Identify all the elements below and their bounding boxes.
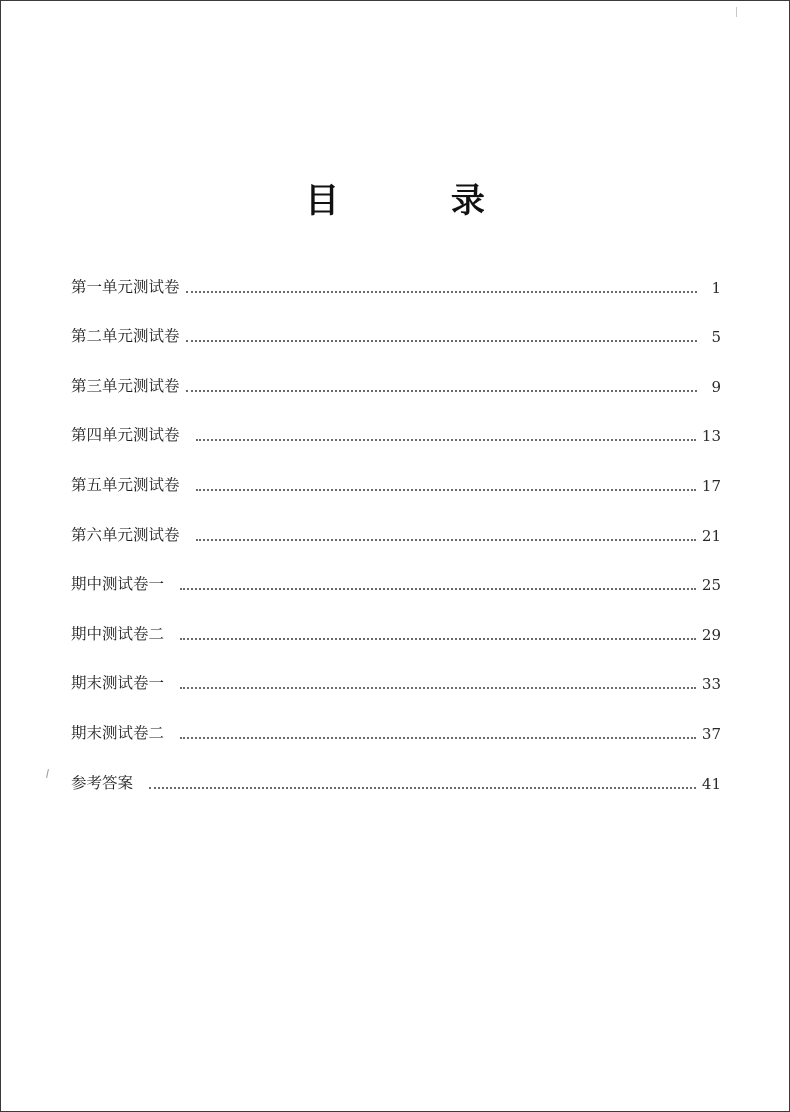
toc-entry[interactable] (71, 457, 721, 507)
toc-leader-dots (186, 340, 697, 342)
toc-entry[interactable] (71, 259, 721, 309)
toc-leader-dots (186, 291, 697, 293)
toc-entry-label: 第三单元测试卷 (71, 376, 180, 395)
toc-entry-page: 29 (701, 625, 721, 644)
toc-entry-page: 1 (711, 278, 721, 297)
toc-entry-label: 第六单元测试卷 (71, 525, 180, 544)
toc-entry-label: 第二单元测试卷 (71, 327, 180, 346)
scan-mark (736, 7, 737, 17)
toc-entry-page: 33 (701, 675, 721, 694)
toc-entry-label: 第五单元测试卷 (71, 475, 180, 494)
scan-mark (46, 769, 49, 778)
toc-entry[interactable] (71, 557, 721, 607)
page-title: 目 录 (305, 181, 535, 221)
toc-entry[interactable] (71, 507, 721, 557)
toc-leader-dots (196, 539, 696, 541)
toc-entry[interactable] (71, 755, 721, 805)
toc-entry-label: 期中测试卷一 (71, 575, 165, 594)
toc-leader-dots (186, 390, 697, 392)
toc-entry[interactable] (71, 656, 721, 706)
toc-entry-page: 17 (701, 476, 721, 495)
toc-entry-label: 期中测试卷二 (71, 624, 165, 643)
toc-entry-label: 第四单元测试卷 (71, 426, 180, 445)
toc-entry[interactable] (71, 358, 721, 408)
toc-entry-page: 37 (701, 724, 721, 743)
toc-entry-page: 13 (701, 427, 721, 446)
table-of-contents (71, 259, 721, 805)
toc-entry-label: 参考答案 (71, 773, 134, 792)
toc-leader-dots (149, 787, 696, 789)
toc-entry-page: 25 (701, 576, 721, 595)
toc-leader-dots (180, 737, 696, 739)
toc-entry[interactable] (71, 408, 721, 458)
toc-entry[interactable] (71, 309, 721, 359)
toc-leader-dots (180, 687, 696, 689)
toc-entry-label: 第一单元测试卷 (71, 277, 180, 296)
toc-leader-dots (180, 588, 696, 590)
toc-entry-page: 9 (711, 377, 721, 396)
toc-entry-page: 41 (701, 774, 721, 793)
toc-leader-dots (196, 439, 696, 441)
toc-leader-dots (180, 638, 696, 640)
toc-entry-label: 期末测试卷一 (71, 674, 165, 693)
toc-entry-label: 期末测试卷二 (71, 723, 165, 742)
toc-entry[interactable] (71, 705, 721, 755)
toc-entry-page: 5 (711, 328, 721, 347)
toc-entry[interactable] (71, 606, 721, 656)
toc-leader-dots (196, 489, 696, 491)
toc-entry-page: 21 (701, 526, 721, 545)
